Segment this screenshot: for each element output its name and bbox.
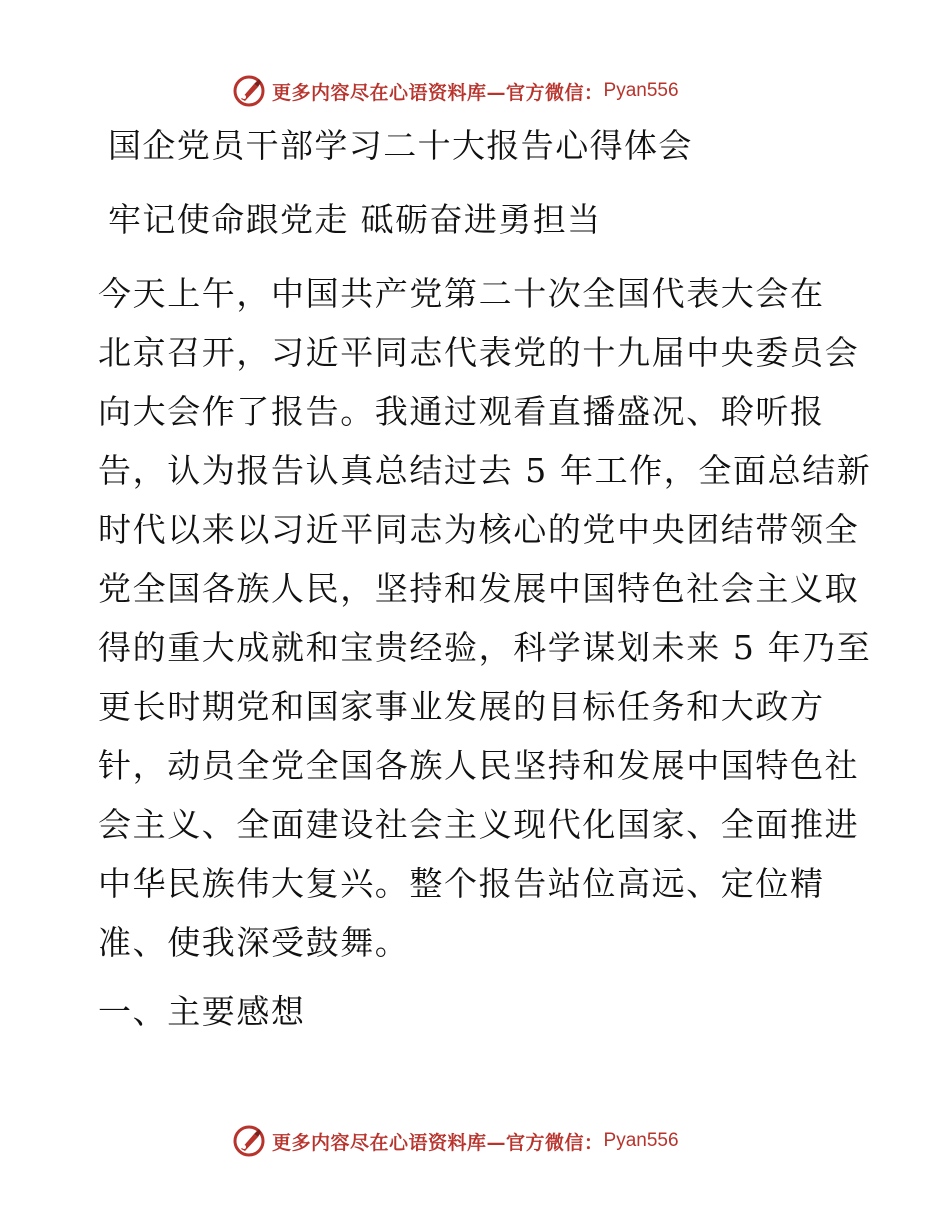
document-title: 国企党员干部学习二十大报告心得体会 bbox=[108, 126, 693, 165]
header-watermark bbox=[232, 72, 732, 110]
watermark-account: Pyan556 bbox=[603, 1130, 679, 1151]
quill-logo-icon bbox=[232, 74, 266, 108]
body-line: 中华民族伟大复兴。整个报告站位高远、定位精 bbox=[98, 864, 825, 903]
body-line: 今天上午，中国共产党第二十次全国代表大会在 bbox=[98, 274, 825, 313]
document-subtitle: 牢记使命跟党走 砥砺奋进勇担当 bbox=[108, 200, 602, 239]
body-line: 告，认为报告认真总结过去 5 年工作，全面总结新 bbox=[98, 451, 872, 490]
section-heading: 一、主要感想 bbox=[98, 992, 306, 1031]
quill-logo-icon bbox=[232, 1124, 266, 1158]
watermark-text: 更多内容尽在心语资料库—官方微信： bbox=[272, 81, 604, 104]
body-line: 党全国各族人民，坚持和发展中国特色社会主义取 bbox=[98, 569, 860, 608]
body-line: 向大会作了报告。我通过观看直播盛况、聆听报 bbox=[98, 392, 825, 431]
watermark-account: Pyan556 bbox=[603, 80, 679, 101]
body-line: 北京召开，习近平同志代表党的十九届中央委员会 bbox=[98, 333, 860, 372]
body-line: 准、使我深受鼓舞。 bbox=[98, 923, 410, 962]
body-line: 时代以来以习近平同志为核心的党中央团结带领全 bbox=[98, 510, 860, 549]
footer-watermark bbox=[232, 1122, 732, 1160]
body-line: 针，动员全党全国各族人民坚持和发展中国特色社 bbox=[98, 746, 860, 785]
body-line: 得的重大成就和宝贵经验，科学谋划未来 5 年乃至 bbox=[98, 628, 872, 667]
body-line: 会主义、全面建设社会主义现代化国家、全面推进 bbox=[98, 805, 860, 844]
watermark-text: 更多内容尽在心语资料库—官方微信： bbox=[272, 1131, 604, 1154]
body-line: 更长时期党和国家事业发展的目标任务和大政方 bbox=[98, 687, 825, 726]
